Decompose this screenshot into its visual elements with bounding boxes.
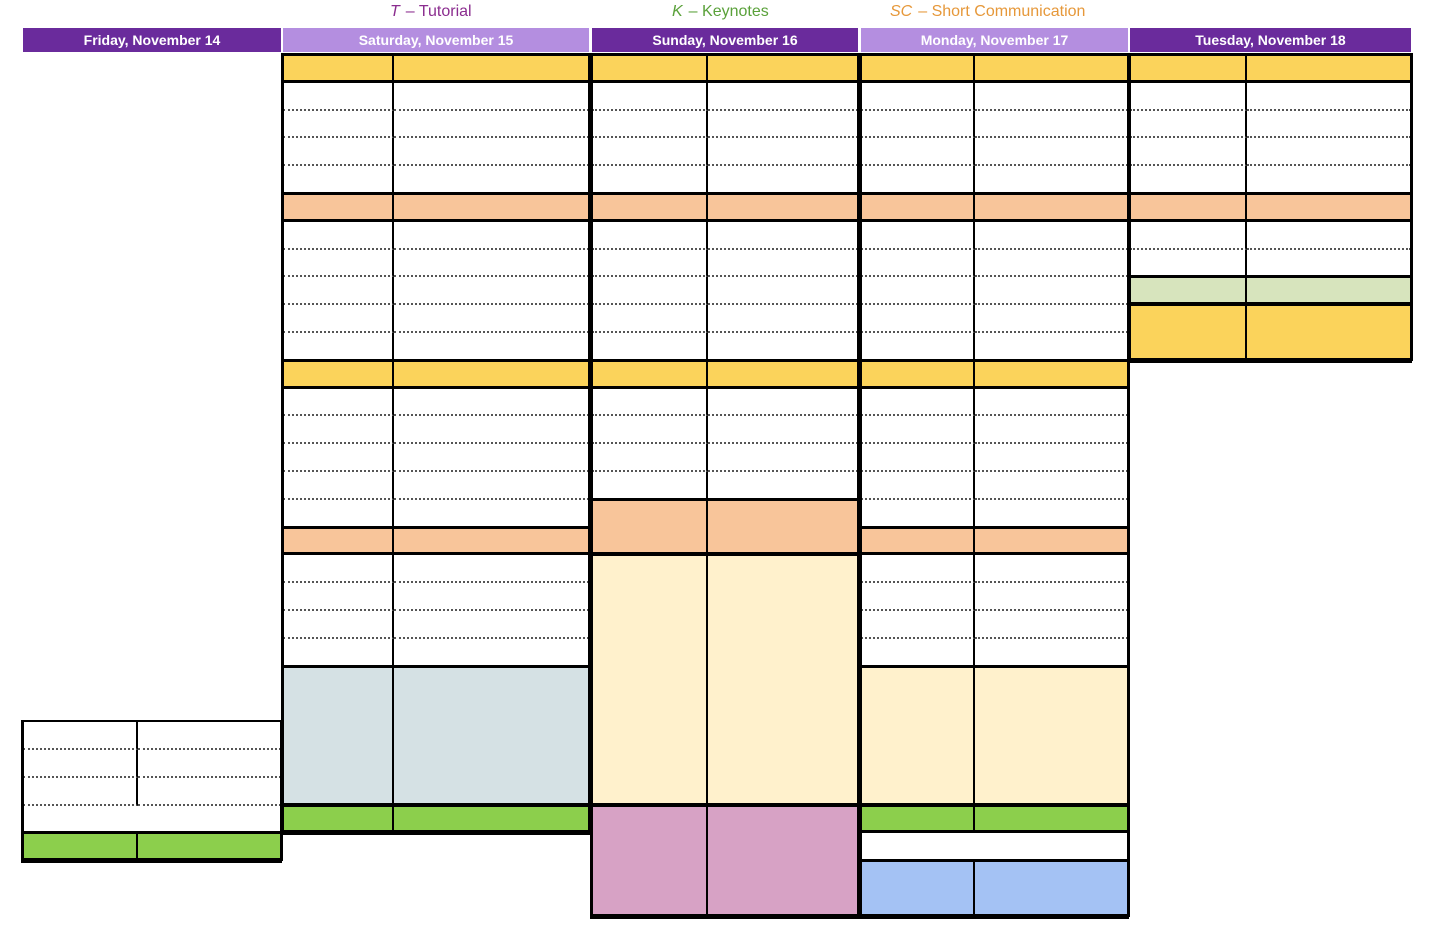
session-time — [283, 555, 394, 583]
session-time — [283, 55, 394, 83]
session-speaker — [138, 750, 281, 778]
monday-gap-left — [859, 833, 862, 861]
session-time — [861, 333, 975, 361]
session-speaker — [708, 277, 858, 305]
session-speaker — [708, 111, 858, 138]
legend-text: – Tutorial — [405, 3, 472, 20]
legend-text: – Keynotes — [688, 3, 769, 20]
legend-text: – Short Communication — [918, 3, 1086, 20]
block-border-top — [861, 192, 1128, 195]
tuesday-border-right — [1410, 53, 1413, 361]
session-speaker — [394, 639, 589, 667]
session-speaker — [975, 500, 1128, 528]
block-border-top — [1130, 53, 1411, 56]
block-border-top — [861, 53, 1128, 56]
session-speaker — [708, 416, 858, 444]
session-breakfast — [1247, 305, 1411, 361]
session-time — [861, 639, 975, 667]
session-disco — [975, 861, 1128, 917]
session-coffee — [708, 194, 858, 222]
session-time — [861, 444, 975, 472]
session-breakfast — [1247, 55, 1411, 83]
session-time — [861, 55, 975, 83]
session-speaker — [394, 111, 589, 138]
session-time — [283, 333, 394, 361]
session-free — [708, 555, 858, 806]
session-speaker — [975, 416, 1128, 444]
session-time — [861, 222, 975, 250]
session-coffee — [1247, 194, 1411, 222]
session-time — [592, 416, 708, 444]
block-border-top — [1130, 192, 1411, 195]
session-time — [1130, 111, 1247, 138]
session-gala — [708, 806, 858, 917]
session-speaker — [975, 333, 1128, 361]
sunday-border-bottom — [590, 916, 859, 919]
session-time — [283, 222, 394, 250]
session-time — [1130, 222, 1247, 250]
block-border-top — [283, 804, 589, 807]
block-border-top — [861, 359, 1128, 362]
block-border-top — [283, 526, 589, 529]
session-time — [23, 778, 138, 806]
monday-border-left — [859, 53, 862, 917]
session-time — [592, 444, 708, 472]
session-time — [283, 389, 394, 416]
session-time — [592, 277, 708, 305]
block-border-top — [1130, 275, 1411, 278]
session-speaker — [394, 166, 589, 194]
session-time — [861, 111, 975, 138]
session-time — [283, 806, 394, 833]
session-dinner — [975, 806, 1128, 833]
session-time — [283, 194, 394, 222]
day-header-friday: Friday, November 14 — [23, 28, 281, 52]
session-time — [283, 583, 394, 611]
legend-abbr: K — [672, 3, 683, 20]
session-speaker — [708, 472, 858, 500]
session-speaker — [708, 250, 858, 277]
session-time — [283, 611, 394, 639]
session-speaker — [975, 111, 1128, 138]
session-time — [1130, 138, 1247, 166]
legend-abbr: T — [390, 3, 400, 20]
block-border-top — [592, 553, 858, 556]
monday-gap-bottom — [861, 859, 1128, 862]
session-speaker — [975, 138, 1128, 166]
day-header-tuesday: Tuesday, November 18 — [1130, 28, 1411, 52]
block-border-top — [23, 831, 281, 834]
saturday-border-bottom — [281, 832, 590, 835]
session-speaker — [975, 472, 1128, 500]
session-speaker — [1247, 138, 1411, 166]
monday-gap-right — [1127, 833, 1130, 861]
session-speaker — [975, 555, 1128, 583]
session-speaker — [975, 222, 1128, 250]
session-time — [283, 639, 394, 667]
session-time — [861, 83, 975, 111]
day-header-saturday: Saturday, November 15 — [283, 28, 589, 52]
session-speaker — [1247, 250, 1411, 277]
session-time — [283, 277, 394, 305]
session-speaker — [394, 472, 589, 500]
session-speaker — [1247, 166, 1411, 194]
friday-border-left — [21, 720, 24, 861]
session-speaker — [975, 444, 1128, 472]
session-speaker — [394, 444, 589, 472]
session-time — [861, 611, 975, 639]
session-breakfast — [394, 55, 589, 83]
block-border-top — [283, 665, 589, 668]
session-time — [861, 667, 975, 806]
session-time — [23, 833, 138, 861]
session-speaker — [138, 778, 281, 806]
session-time — [1130, 305, 1247, 361]
session-breakfast — [975, 361, 1128, 389]
session-speaker — [394, 333, 589, 361]
block-border-top — [283, 359, 589, 362]
block-border-top — [283, 53, 589, 56]
session-breakfast — [708, 361, 858, 389]
session-time — [283, 250, 394, 277]
session-time — [861, 194, 975, 222]
session-time — [861, 389, 975, 416]
block-border-top — [592, 359, 858, 362]
session-poster — [394, 667, 589, 806]
session-time — [861, 416, 975, 444]
block-border-top — [283, 192, 589, 195]
session-speaker — [708, 305, 858, 333]
session-time — [283, 472, 394, 500]
block-border-top — [592, 192, 858, 195]
session-time — [283, 83, 394, 111]
session-speaker — [975, 277, 1128, 305]
session-coffee — [975, 528, 1128, 555]
session-speaker — [708, 83, 858, 111]
session-time — [861, 472, 975, 500]
session-time — [861, 861, 975, 917]
day-header-monday: Monday, November 17 — [861, 28, 1128, 52]
session-breakfast — [394, 361, 589, 389]
monday-border-bottom — [859, 916, 1129, 919]
session-speaker — [1247, 83, 1411, 111]
session-time — [861, 166, 975, 194]
session-time — [861, 305, 975, 333]
session-speaker — [975, 305, 1128, 333]
session-time — [592, 333, 708, 361]
session-coffee — [394, 528, 589, 555]
session-speaker — [138, 722, 281, 750]
session-speaker — [394, 611, 589, 639]
session-speaker — [394, 277, 589, 305]
session-time — [23, 750, 138, 778]
tuesday-border-left — [1128, 53, 1131, 361]
session-speaker — [975, 166, 1128, 194]
session-speaker — [394, 500, 589, 528]
session-time — [592, 222, 708, 250]
session-time — [592, 194, 708, 222]
session-speaker — [394, 583, 589, 611]
session-speaker — [394, 305, 589, 333]
session-coffee — [975, 194, 1128, 222]
session-time — [861, 361, 975, 389]
session-time — [592, 555, 708, 806]
session-breakfast — [708, 55, 858, 83]
session-time — [1130, 250, 1247, 277]
session-time — [283, 138, 394, 166]
session-breakfast — [975, 55, 1128, 83]
session-time — [283, 305, 394, 333]
saturday-border-left — [281, 53, 284, 833]
session-time — [592, 83, 708, 111]
tuesday-border-bottom — [1128, 360, 1412, 363]
session-speaker — [394, 389, 589, 416]
session-time — [592, 250, 708, 277]
session-speaker — [394, 555, 589, 583]
session-speaker — [708, 333, 858, 361]
session-closing — [1247, 277, 1411, 305]
session-time — [861, 138, 975, 166]
session-time — [592, 361, 708, 389]
session-time — [861, 583, 975, 611]
session-time — [283, 444, 394, 472]
session-time — [592, 305, 708, 333]
session-time — [592, 166, 708, 194]
session-speaker — [975, 611, 1128, 639]
session-time — [283, 667, 394, 806]
session-speaker — [708, 389, 858, 416]
session-time — [1130, 277, 1247, 305]
session-time — [592, 500, 708, 555]
session-coffee — [708, 500, 858, 555]
session-time — [1130, 55, 1247, 83]
session-speaker — [975, 583, 1128, 611]
session-time — [592, 138, 708, 166]
block-border-top — [1130, 303, 1411, 306]
session-speaker — [394, 138, 589, 166]
session-time — [861, 528, 975, 555]
block-border-top — [592, 498, 858, 501]
session-speaker — [975, 389, 1128, 416]
session-time — [592, 472, 708, 500]
session-speaker — [708, 166, 858, 194]
session-speaker — [1247, 111, 1411, 138]
session-time — [1130, 194, 1247, 222]
session-time — [1130, 83, 1247, 111]
block-border-top — [592, 804, 858, 807]
session-time — [861, 250, 975, 277]
session-time — [861, 277, 975, 305]
session-speaker — [394, 83, 589, 111]
session-time — [592, 55, 708, 83]
session-time — [861, 555, 975, 583]
session-time — [283, 166, 394, 194]
session-dinner — [138, 833, 281, 861]
session-speaker — [975, 250, 1128, 277]
session-time — [592, 389, 708, 416]
friday-border-bottom — [21, 860, 282, 863]
session-time — [283, 528, 394, 555]
session-time — [592, 806, 708, 917]
session-speaker — [975, 83, 1128, 111]
session-speaker — [708, 222, 858, 250]
session-time — [283, 500, 394, 528]
session-speaker — [708, 444, 858, 472]
session-time — [283, 416, 394, 444]
session-speaker — [394, 222, 589, 250]
legend-abbr: SC — [890, 3, 913, 20]
session-speaker — [1247, 222, 1411, 250]
session-speaker — [394, 250, 589, 277]
block-border-top — [861, 665, 1128, 668]
sunday-border-left — [590, 53, 593, 917]
block-border-top — [592, 53, 858, 56]
session-speaker — [394, 416, 589, 444]
session-time — [592, 111, 708, 138]
session-time — [283, 111, 394, 138]
session-speaker — [975, 639, 1128, 667]
block-border-top — [861, 804, 1128, 807]
session-dinner — [394, 806, 589, 833]
empty-gap — [861, 833, 1128, 861]
session-free — [975, 667, 1128, 806]
session-time — [283, 361, 394, 389]
session-time — [861, 806, 975, 833]
session-coffee — [394, 194, 589, 222]
session-time — [23, 722, 138, 750]
block-border-top — [861, 526, 1128, 529]
friday-border-top — [21, 720, 282, 722]
session-time — [1130, 166, 1247, 194]
session-time — [861, 500, 975, 528]
day-header-sunday: Sunday, November 16 — [592, 28, 858, 52]
session-speaker — [708, 138, 858, 166]
